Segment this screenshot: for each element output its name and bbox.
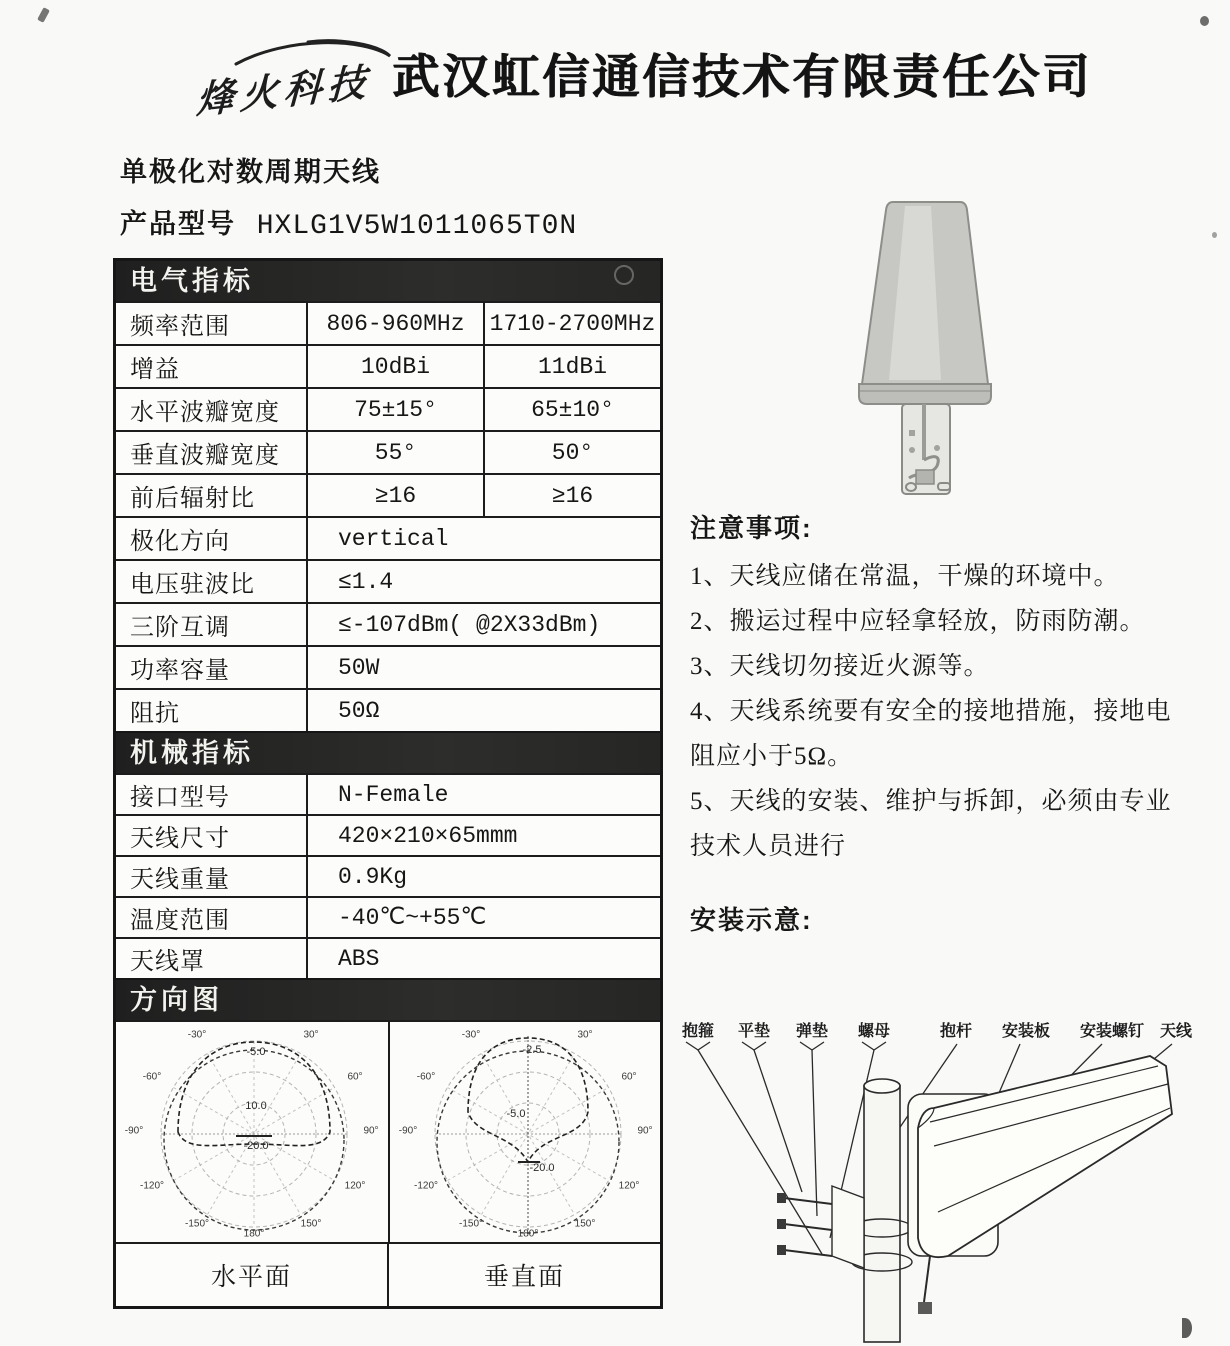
- scan-artifact: [37, 7, 50, 23]
- row-value: ≤1.4: [338, 568, 394, 595]
- pattern-section-header: [116, 978, 660, 1020]
- company-name: 武汉虹信通信技术有限责任公司: [392, 50, 1092, 103]
- part-label-antenna: 天线: [1160, 1023, 1193, 1040]
- row-label: 频率范围: [116, 303, 308, 344]
- angle-label: -90°: [398, 1125, 418, 1137]
- row-value: vertical: [338, 525, 449, 552]
- model-value: HXLG1V5W1011065T0N: [256, 211, 578, 242]
- row-value: ≤-107dBm( @2X33dBm): [338, 611, 601, 638]
- row-value-high-band: ≥16: [483, 475, 660, 516]
- row-value: 0.9Kg: [338, 863, 408, 890]
- note-item: 1、天线应储在常温，干燥的环境中。: [690, 563, 1120, 590]
- row-label: 水平波瓣宽度: [116, 389, 308, 430]
- angle-label: 120°: [618, 1180, 640, 1192]
- part-label-spring-washer: 弹垫: [796, 1023, 829, 1040]
- polar-plot-horizontal: [116, 1022, 388, 1242]
- row-value-low-band: 75±15°: [354, 396, 437, 423]
- product-model-line: [120, 202, 577, 242]
- note-item: 4、天线系统要有安全的接地措施，接地电阻应小于5Ω。: [690, 698, 1172, 770]
- part-label-mounting-plate: 安装板: [1002, 1023, 1051, 1040]
- table-row: [116, 473, 660, 516]
- angle-label: 150°: [300, 1218, 322, 1230]
- part-label-nut: 螺母: [858, 1023, 891, 1040]
- row-label: 温度范围: [116, 898, 308, 937]
- product-photo-antenna: [845, 192, 1025, 504]
- row-value: -40℃~+55℃: [338, 905, 487, 931]
- row-value-high-band: 65±10°: [483, 389, 660, 430]
- angle-label: -60°: [416, 1071, 436, 1083]
- mechanical-section-header: [116, 731, 660, 773]
- model-label: 产品型号: [120, 209, 236, 239]
- part-label-flat-washer: 平垫: [738, 1023, 771, 1040]
- table-row: [116, 937, 660, 978]
- electrical-section-header: [116, 261, 660, 301]
- angle-label: -120°: [413, 1180, 439, 1192]
- scale-label: -5.0: [246, 1046, 266, 1058]
- notes-header: 注意事项:: [690, 513, 813, 543]
- table-row: [116, 430, 660, 473]
- angle-label: 30°: [303, 1029, 319, 1041]
- angle-label: 180°: [517, 1228, 539, 1240]
- part-label-clamp: 抱箍: [682, 1023, 715, 1040]
- row-label: 三阶互调: [116, 604, 308, 645]
- row-value-high-band: 1710-2700MHz: [483, 303, 660, 344]
- row-value-low-band: 10dBi: [360, 353, 430, 380]
- table-row: [116, 301, 660, 344]
- table-row: [116, 814, 660, 855]
- angle-label: 90°: [637, 1125, 653, 1137]
- row-value: N-Female: [338, 781, 449, 808]
- row-label: 接口型号: [116, 775, 308, 814]
- table-row: [116, 688, 660, 731]
- row-value: ABS: [338, 945, 380, 972]
- angle-label: 150°: [574, 1218, 596, 1230]
- installation-diagram: [672, 1016, 1230, 1346]
- row-value-low-band: 806-960MHz: [326, 310, 465, 337]
- table-row: [116, 855, 660, 896]
- angle-label: -60°: [142, 1071, 162, 1083]
- install-section-header: 安装示意:: [690, 905, 813, 935]
- scan-artifact: [1200, 16, 1209, 26]
- scale-label: -20.0: [243, 1140, 269, 1152]
- spec-table: [113, 258, 663, 1309]
- caption-horizontal-plane: 水平面: [210, 1264, 292, 1291]
- angle-label: 180°: [243, 1228, 265, 1240]
- note-item: 3、天线切勿接近火源等。: [690, 653, 990, 680]
- logo-text: 烽火科技: [195, 61, 373, 123]
- row-label: 极化方向: [116, 518, 308, 559]
- scan-artifact: [1212, 232, 1217, 238]
- angle-label: -30°: [187, 1029, 207, 1041]
- row-value: 50W: [338, 654, 380, 681]
- mechanical-section-title: 机械指标: [130, 738, 254, 768]
- table-row: [116, 602, 660, 645]
- scan-stamp-mark: [614, 265, 634, 285]
- plot-captions: [116, 1242, 660, 1306]
- table-row: [116, 773, 660, 814]
- row-label: 功率容量: [116, 647, 308, 688]
- row-value: 420×210×65mmm: [338, 822, 518, 849]
- scale-label: 10.0: [245, 1100, 267, 1112]
- angle-label: -90°: [124, 1125, 144, 1137]
- angle-label: 30°: [577, 1029, 593, 1041]
- pattern-section-title: 方向图: [130, 985, 223, 1015]
- angle-label: -30°: [461, 1029, 481, 1041]
- angle-label: 60°: [621, 1071, 637, 1083]
- angle-label: 120°: [344, 1180, 366, 1192]
- row-value-high-band: 50°: [483, 432, 660, 473]
- radiation-pattern-plots: [116, 1020, 660, 1242]
- angle-label: 90°: [363, 1125, 379, 1137]
- electrical-section-title: 电气指标: [130, 266, 254, 296]
- angle-label: -150°: [184, 1218, 210, 1230]
- row-label: 天线罩: [116, 939, 308, 978]
- row-label: 阻抗: [116, 690, 308, 731]
- row-label: 前后辐射比: [116, 475, 308, 516]
- row-label: 垂直波瓣宽度: [116, 432, 308, 473]
- notes-list: [690, 554, 1182, 869]
- scale-label: -20.0: [529, 1162, 555, 1174]
- polar-plot-vertical: [388, 1022, 662, 1242]
- row-value-low-band: 55°: [374, 439, 417, 466]
- table-row: [116, 516, 660, 559]
- table-row: [116, 896, 660, 937]
- product-title: 单极化对数周期天线: [120, 157, 381, 187]
- row-label: 天线尺寸: [116, 816, 308, 855]
- caption-vertical-plane: 垂直面: [387, 1244, 660, 1306]
- table-row: [116, 559, 660, 602]
- part-label-pole: 抱杆: [940, 1023, 973, 1040]
- part-label-mounting-screw: 安装螺钉: [1080, 1023, 1145, 1040]
- row-value-high-band: 11dBi: [483, 346, 660, 387]
- row-value-low-band: ≥16: [374, 482, 417, 509]
- angle-label: -120°: [139, 1180, 165, 1192]
- scale-label: -2.5: [522, 1044, 542, 1056]
- row-value: 50Ω: [338, 697, 380, 724]
- note-item: 5、天线的安装、维护与拆卸，必须由专业技术人员进行: [690, 788, 1172, 860]
- row-label: 增益: [116, 346, 308, 387]
- row-label: 电压驻波比: [116, 561, 308, 602]
- row-label: 天线重量: [116, 857, 308, 896]
- table-row: [116, 645, 660, 688]
- angle-label: -150°: [458, 1218, 484, 1230]
- scale-label: -5.0: [506, 1108, 526, 1120]
- note-item: 2、搬运过程中应轻拿轻放，防雨防潮。: [690, 608, 1146, 635]
- table-row: [116, 344, 660, 387]
- table-row: [116, 387, 660, 430]
- company-logo: [178, 34, 398, 123]
- angle-label: 60°: [347, 1071, 363, 1083]
